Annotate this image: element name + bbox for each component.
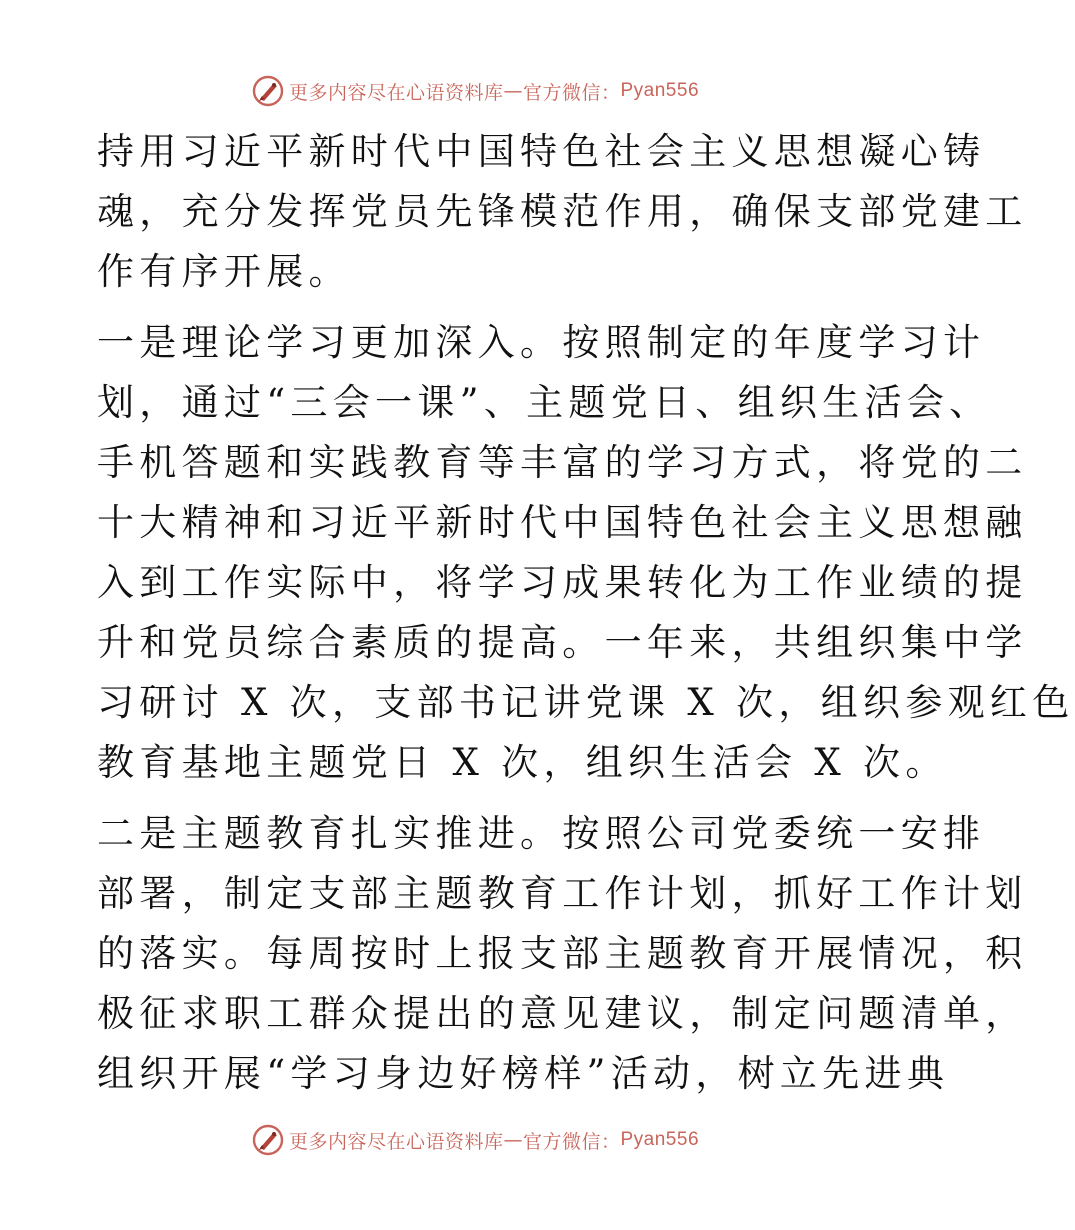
- quill-pen-logo-icon: [251, 74, 285, 108]
- watermark-text: 更多内容尽在心语资料库: [288, 81, 504, 104]
- text-line: 教育基地主题党日 X 次，组织生活会 X 次。: [97, 741, 948, 784]
- text-line: 入到工作实际中，将学习成果转化为工作业绩的提: [97, 561, 1028, 604]
- watermark-separator: —: [503, 80, 523, 102]
- text-line: 组织开展“学习身边好榜样”活动，树立先进典: [97, 1052, 950, 1095]
- text-line: 魂，充分发挥党员先锋模范作用，确保支部党建工: [97, 190, 1028, 233]
- text-line: 作有序开展。: [97, 250, 351, 293]
- watermark-separator: —: [503, 1129, 523, 1151]
- header-watermark-banner: [0, 71, 950, 111]
- text-line: 的落实。每周按时上报支部主题教育开展情况，积: [97, 932, 1028, 975]
- watermark-wechat-id: Pyan556: [620, 80, 700, 101]
- watermark-text: 更多内容尽在心语资料库: [288, 1130, 504, 1153]
- text-line: 持用习近平新时代中国特色社会主义思想凝心铸: [97, 130, 986, 173]
- watermark-wechat-label: 官方微信：: [522, 81, 621, 104]
- text-line: 二是主题教育扎实推进。按照公司党委统一安排: [97, 812, 986, 855]
- text-line: 习研讨 X 次，支部书记讲党课 X 次，组织参观红色: [97, 681, 1075, 724]
- text-line: 一是理论学习更加深入。按照制定的年度学习计: [97, 321, 986, 364]
- text-line: 十大精神和习近平新时代中国特色社会主义思想融: [97, 501, 1028, 544]
- quill-pen-logo-icon: [251, 1123, 285, 1157]
- paragraph-gap: [97, 793, 857, 804]
- document-body: [97, 122, 1075, 1104]
- paragraph-2: [97, 313, 1075, 793]
- footer-watermark-banner: [0, 1120, 950, 1160]
- text-line: 部署，制定支部主题教育工作计划，抓好工作计划: [97, 872, 1028, 915]
- text-line: 手机答题和实践教育等丰富的学习方式，将党的二: [97, 441, 1028, 484]
- watermark-wechat-id: Pyan556: [620, 1129, 700, 1150]
- text-line: 极征求职工群众提出的意见建议，制定问题清单，: [97, 992, 1028, 1035]
- paragraph-gap: [97, 302, 857, 313]
- text-line: 升和党员综合素质的提高。一年来，共组织集中学: [97, 621, 1028, 664]
- paragraph-3: [97, 804, 1028, 1104]
- watermark-wechat-label: 官方微信：: [522, 1130, 621, 1153]
- paragraph-1: [97, 122, 1028, 302]
- text-line: 划，通过“三会一课”、主题党日、组织生活会、: [97, 381, 992, 424]
